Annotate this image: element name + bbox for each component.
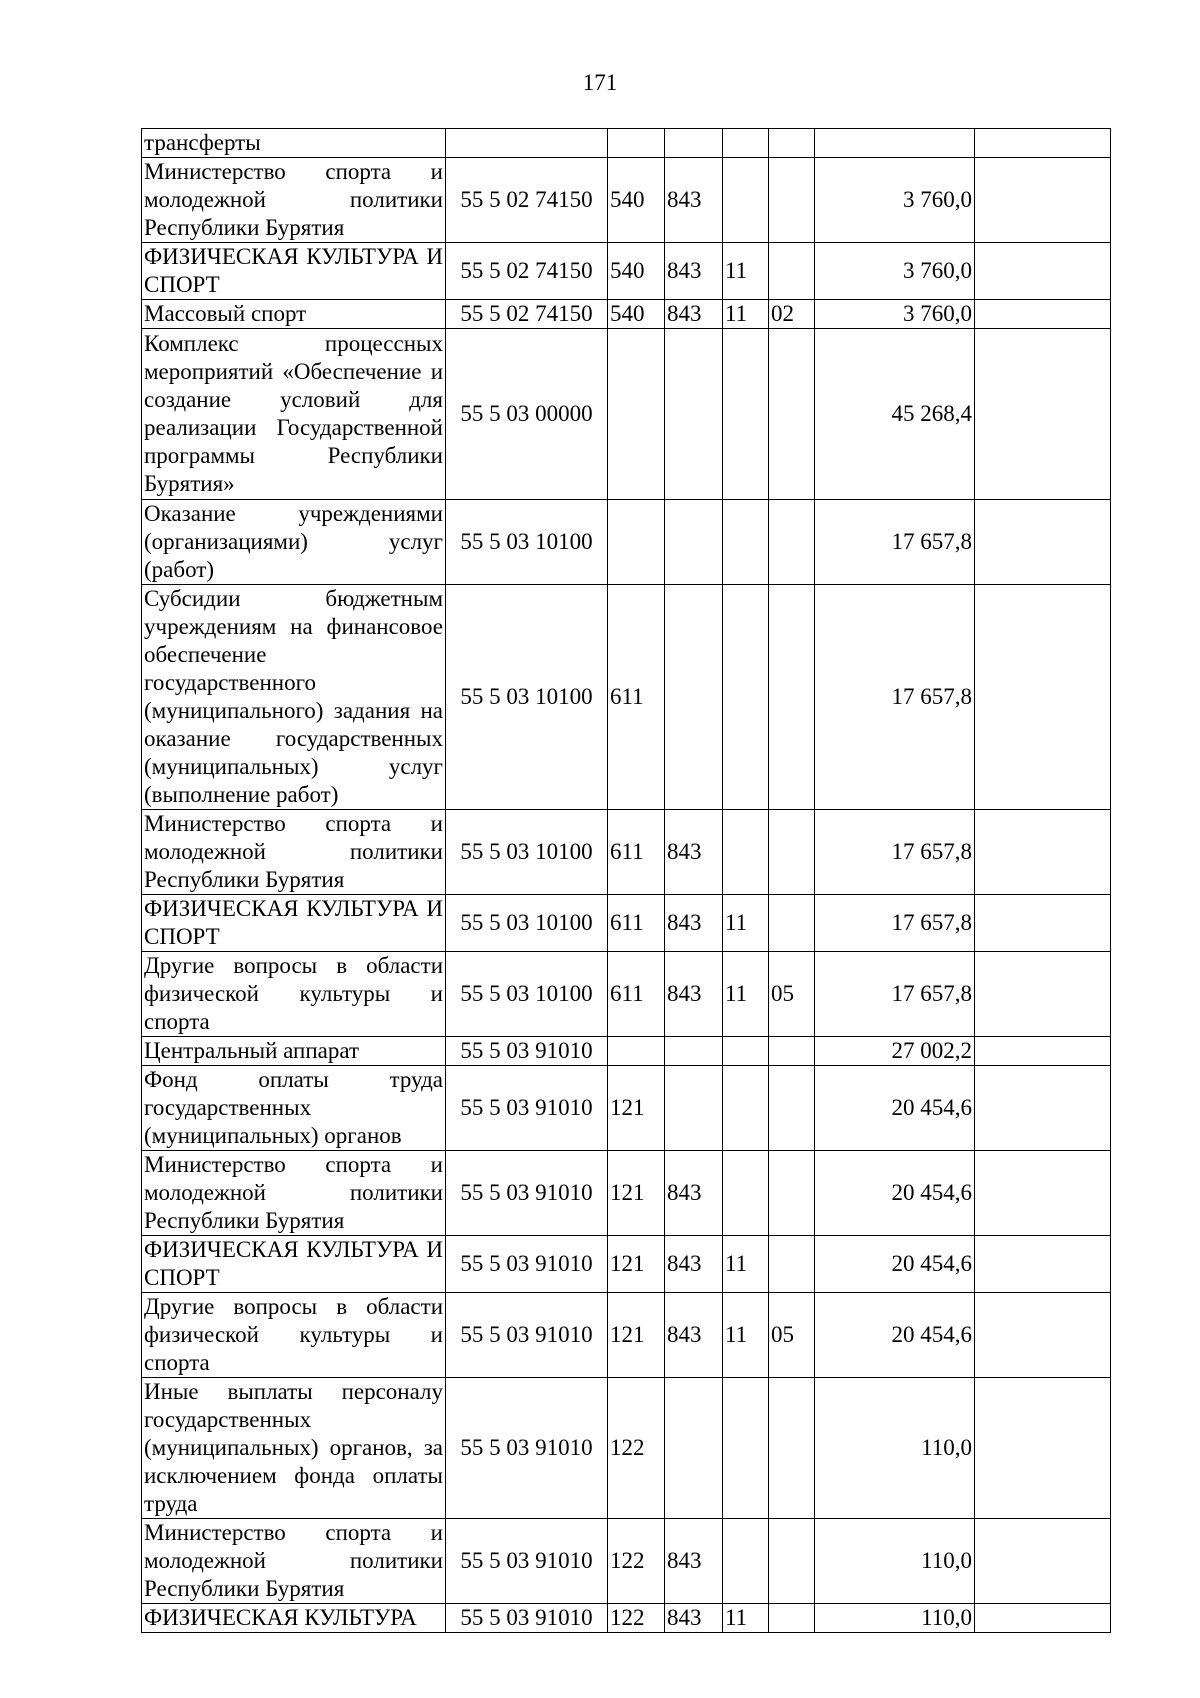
row-empty-cell — [975, 243, 1111, 300]
row-admin-code: 843 — [665, 952, 723, 1037]
row-expense-type: 540 — [608, 158, 665, 243]
row-admin-code: 843 — [665, 1236, 723, 1293]
table-row — [142, 895, 1111, 952]
row-admin-code: 843 — [665, 300, 723, 329]
row-expense-type: 611 — [608, 952, 665, 1037]
row-admin-code: 843 — [665, 158, 723, 243]
row-subsection — [769, 129, 815, 158]
row-target-code: 55 5 03 91010 — [446, 1519, 608, 1604]
table-row — [142, 243, 1111, 300]
row-target-code: 55 5 03 91010 — [446, 1604, 608, 1633]
budget-table — [141, 128, 1111, 1633]
row-subsection — [769, 1519, 815, 1604]
row-expense-type — [608, 129, 665, 158]
row-empty-cell — [975, 1378, 1111, 1519]
row-name: ФИЗИЧЕСКАЯ КУЛЬТУРА И СПОРТ — [142, 895, 446, 952]
row-name: Министерство спорта и молодежной политики Республики Бурятия — [142, 1519, 446, 1604]
row-admin-code — [665, 129, 723, 158]
row-subsection — [769, 500, 815, 585]
table-row — [142, 129, 1111, 158]
row-expense-type: 611 — [608, 585, 665, 810]
budget-table-body — [142, 129, 1111, 1633]
row-target-code: 55 5 02 74150 — [446, 158, 608, 243]
row-section — [723, 1037, 769, 1066]
row-name: ФИЗИЧЕСКАЯ КУЛЬТУРА И СПОРТ — [142, 243, 446, 300]
table-row — [142, 1236, 1111, 1293]
row-name: Министерство спорта и молодежной политики Республики Бурятия — [142, 158, 446, 243]
table-row — [142, 1037, 1111, 1066]
row-empty-cell — [975, 1066, 1111, 1151]
row-section — [723, 500, 769, 585]
row-section — [723, 1378, 769, 1519]
page-number: 171 — [582, 70, 618, 95]
row-name: ФИЗИЧЕСКАЯ КУЛЬТУРА И СПОРТ — [142, 1236, 446, 1293]
row-empty-cell — [975, 129, 1111, 158]
row-expense-type: 121 — [608, 1066, 665, 1151]
row-amount: 3 760,0 — [815, 158, 975, 243]
row-empty-cell — [975, 1236, 1111, 1293]
table-row — [142, 1293, 1111, 1378]
row-section: 11 — [723, 952, 769, 1037]
row-empty-cell — [975, 158, 1111, 243]
row-subsection — [769, 895, 815, 952]
row-expense-type: 611 — [608, 810, 665, 895]
row-empty-cell — [975, 1293, 1111, 1378]
row-admin-code: 843 — [665, 895, 723, 952]
row-expense-type: 122 — [608, 1604, 665, 1633]
row-expense-type: 121 — [608, 1293, 665, 1378]
row-expense-type — [608, 329, 665, 500]
row-empty-cell — [975, 300, 1111, 329]
row-section — [723, 810, 769, 895]
row-name: Комплекс процессных мероприятий «Обеспечение и создание условий для реализации Государственной программы Республики Бурятия» — [142, 329, 446, 500]
row-empty-cell — [975, 329, 1111, 500]
row-subsection — [769, 1151, 815, 1236]
table-row — [142, 1378, 1111, 1519]
row-amount: 3 760,0 — [815, 300, 975, 329]
row-expense-type: 540 — [608, 243, 665, 300]
row-subsection: 05 — [769, 952, 815, 1037]
row-expense-type: 611 — [608, 895, 665, 952]
row-target-code: 55 5 03 91010 — [446, 1236, 608, 1293]
row-amount: 17 657,8 — [815, 810, 975, 895]
row-name: Субсидии бюджетным учреждениям на финансовое обеспечение государственного (муниципального) задания на оказание государственных (муниципальных) услуг (выполнение работ) — [142, 585, 446, 810]
row-name: трансферты — [142, 129, 446, 158]
row-empty-cell — [975, 1151, 1111, 1236]
row-name: ФИЗИЧЕСКАЯ КУЛЬТУРА — [142, 1604, 446, 1633]
row-section — [723, 585, 769, 810]
row-subsection: 05 — [769, 1293, 815, 1378]
row-amount: 3 760,0 — [815, 243, 975, 300]
row-empty-cell — [975, 810, 1111, 895]
row-subsection — [769, 1236, 815, 1293]
row-name: Центральный аппарат — [142, 1037, 446, 1066]
row-name: Министерство спорта и молодежной политики Республики Бурятия — [142, 810, 446, 895]
table-row — [142, 1066, 1111, 1151]
row-target-code: 55 5 03 91010 — [446, 1037, 608, 1066]
row-expense-type: 121 — [608, 1151, 665, 1236]
row-section: 11 — [723, 895, 769, 952]
row-name: Другие вопросы в области физической культуры и спорта — [142, 1293, 446, 1378]
row-admin-code: 843 — [665, 1604, 723, 1633]
row-amount: 20 454,6 — [815, 1236, 975, 1293]
row-section — [723, 158, 769, 243]
table-row — [142, 158, 1111, 243]
row-admin-code: 843 — [665, 1293, 723, 1378]
row-section: 11 — [723, 1604, 769, 1633]
row-empty-cell — [975, 895, 1111, 952]
row-section: 11 — [723, 243, 769, 300]
row-target-code: 55 5 03 91010 — [446, 1151, 608, 1236]
row-amount: 17 657,8 — [815, 585, 975, 810]
table-row — [142, 1151, 1111, 1236]
table-row — [142, 1519, 1111, 1604]
row-amount: 20 454,6 — [815, 1151, 975, 1236]
row-section — [723, 1066, 769, 1151]
row-admin-code — [665, 500, 723, 585]
table-row — [142, 329, 1111, 500]
row-amount: 110,0 — [815, 1604, 975, 1633]
row-admin-code — [665, 1378, 723, 1519]
row-admin-code: 843 — [665, 243, 723, 300]
row-name: Массовый спорт — [142, 300, 446, 329]
row-subsection — [769, 810, 815, 895]
row-name: Оказание учреждениями (организациями) услуг (работ) — [142, 500, 446, 585]
row-section: 11 — [723, 1293, 769, 1378]
row-admin-code — [665, 1066, 723, 1151]
row-target-code: 55 5 03 00000 — [446, 329, 608, 500]
row-section — [723, 1519, 769, 1604]
row-amount: 27 002,2 — [815, 1037, 975, 1066]
row-name: Министерство спорта и молодежной политики Республики Бурятия — [142, 1151, 446, 1236]
table-row — [142, 500, 1111, 585]
row-section: 11 — [723, 1236, 769, 1293]
row-empty-cell — [975, 1037, 1111, 1066]
row-admin-code — [665, 1037, 723, 1066]
row-name: Другие вопросы в области физической культуры и спорта — [142, 952, 446, 1037]
row-target-code: 55 5 03 91010 — [446, 1066, 608, 1151]
row-target-code: 55 5 03 10100 — [446, 895, 608, 952]
row-empty-cell — [975, 585, 1111, 810]
row-name: Фонд оплаты труда государственных (муниципальных) органов — [142, 1066, 446, 1151]
row-subsection — [769, 243, 815, 300]
row-amount: 17 657,8 — [815, 952, 975, 1037]
row-amount: 17 657,8 — [815, 500, 975, 585]
row-admin-code: 843 — [665, 810, 723, 895]
row-empty-cell — [975, 1519, 1111, 1604]
row-expense-type: 540 — [608, 300, 665, 329]
row-subsection — [769, 158, 815, 243]
row-amount: 20 454,6 — [815, 1066, 975, 1151]
row-expense-type: 121 — [608, 1236, 665, 1293]
row-subsection: 02 — [769, 300, 815, 329]
row-admin-code — [665, 329, 723, 500]
row-subsection — [769, 329, 815, 500]
table-row — [142, 810, 1111, 895]
row-target-code: 55 5 03 91010 — [446, 1293, 608, 1378]
row-admin-code: 843 — [665, 1151, 723, 1236]
table-row — [142, 952, 1111, 1037]
row-target-code: 55 5 03 10100 — [446, 500, 608, 585]
row-target-code: 55 5 02 74150 — [446, 300, 608, 329]
row-admin-code — [665, 585, 723, 810]
row-amount: 45 268,4 — [815, 329, 975, 500]
row-amount: 17 657,8 — [815, 895, 975, 952]
row-amount: 110,0 — [815, 1519, 975, 1604]
row-subsection — [769, 1604, 815, 1633]
row-empty-cell — [975, 1604, 1111, 1633]
row-subsection — [769, 1066, 815, 1151]
table-row — [142, 300, 1111, 329]
row-empty-cell — [975, 952, 1111, 1037]
row-target-code — [446, 129, 608, 158]
row-target-code: 55 5 02 74150 — [446, 243, 608, 300]
row-amount — [815, 129, 975, 158]
row-section — [723, 1151, 769, 1236]
row-subsection — [769, 1378, 815, 1519]
row-empty-cell — [975, 500, 1111, 585]
table-row — [142, 585, 1111, 810]
row-target-code: 55 5 03 10100 — [446, 585, 608, 810]
row-section: 11 — [723, 300, 769, 329]
row-expense-type — [608, 1037, 665, 1066]
row-target-code: 55 5 03 10100 — [446, 810, 608, 895]
row-amount: 110,0 — [815, 1378, 975, 1519]
row-expense-type: 122 — [608, 1519, 665, 1604]
row-section — [723, 329, 769, 500]
table-row — [142, 1604, 1111, 1633]
row-target-code: 55 5 03 10100 — [446, 952, 608, 1037]
row-target-code: 55 5 03 91010 — [446, 1378, 608, 1519]
row-section — [723, 129, 769, 158]
row-admin-code: 843 — [665, 1519, 723, 1604]
row-expense-type — [608, 500, 665, 585]
row-subsection — [769, 585, 815, 810]
row-amount: 20 454,6 — [815, 1293, 975, 1378]
row-name: Иные выплаты персоналу государственных (муниципальных) органов, за исключением фонда оплаты труда — [142, 1378, 446, 1519]
row-expense-type: 122 — [608, 1378, 665, 1519]
row-subsection — [769, 1037, 815, 1066]
